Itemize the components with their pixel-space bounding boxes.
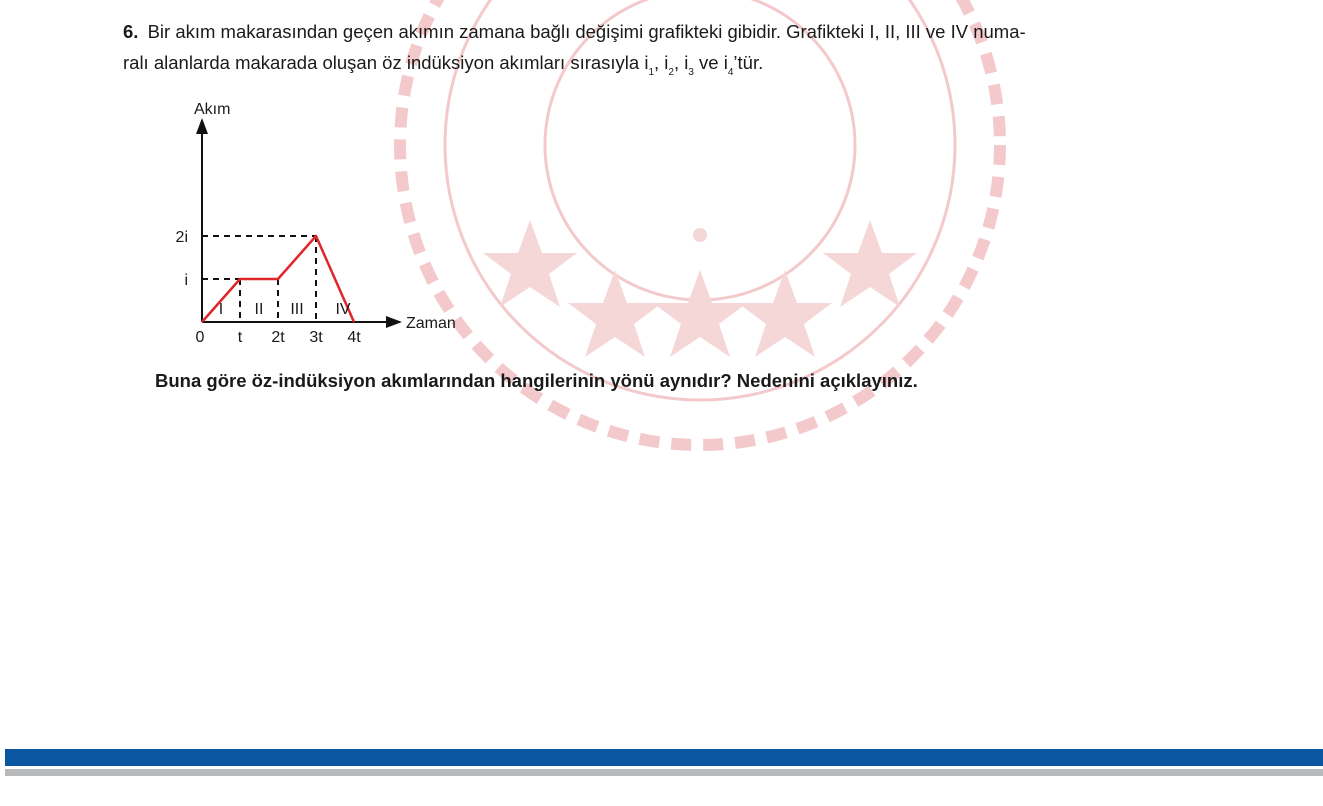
subscript-2: 2 bbox=[668, 67, 674, 78]
footer-blue-bar bbox=[5, 749, 1323, 766]
question-prompt: Buna göre öz-indüksiyon akımlarından hangilerinin yönü aynıdır? Nedenini açıklayınız. bbox=[155, 370, 918, 391]
y-axis-title: Akım bbox=[194, 101, 231, 118]
x-tick-label-3t: 3t bbox=[309, 329, 323, 346]
region-label-IV: IV bbox=[335, 301, 351, 318]
footer-gray-bar bbox=[5, 769, 1323, 776]
region-label-I: I bbox=[218, 301, 224, 318]
x-tick-label-2t: 2t bbox=[271, 329, 285, 346]
axes bbox=[196, 118, 402, 328]
question-line-1-text: Bir akım makarasından geçen akımın zamana bağlı değişimi grafikteki gibidir. Grafikteki I, II, III ve IV numa- bbox=[147, 21, 1026, 42]
question-line-1 bbox=[123, 16, 1203, 47]
region-label-II: II bbox=[254, 301, 264, 318]
subscript-4: 4 bbox=[727, 67, 734, 78]
x-tick-label-0: 0 bbox=[195, 329, 205, 346]
separator-1: , i bbox=[654, 52, 669, 73]
y-tick-label-i: i bbox=[184, 272, 188, 289]
current-time-graph bbox=[150, 90, 490, 355]
x-axis-arrow bbox=[386, 316, 402, 328]
graph-labels bbox=[176, 101, 456, 346]
question-line-2-text: ralı alanlarda makarada oluşan öz indüksiyon akımları sırasıyla i bbox=[123, 52, 649, 73]
question-number: 6. bbox=[123, 21, 139, 42]
separator-2: , i bbox=[673, 52, 689, 73]
question-line-2-end: ’tür. bbox=[733, 52, 764, 73]
x-axis-title: Zaman bbox=[406, 315, 456, 332]
x-tick-label-t: t bbox=[237, 329, 243, 346]
separator-3: ve i bbox=[693, 52, 728, 73]
x-tick-label-4t: 4t bbox=[347, 329, 361, 346]
subscript-1: 1 bbox=[648, 67, 655, 78]
question-line-2 bbox=[123, 47, 1203, 82]
region-label-III: III bbox=[290, 301, 304, 318]
y-axis-arrow bbox=[196, 118, 208, 134]
question-text bbox=[123, 16, 1203, 82]
y-tick-label-2i: 2i bbox=[175, 229, 188, 246]
subscript-3: 3 bbox=[688, 67, 694, 78]
